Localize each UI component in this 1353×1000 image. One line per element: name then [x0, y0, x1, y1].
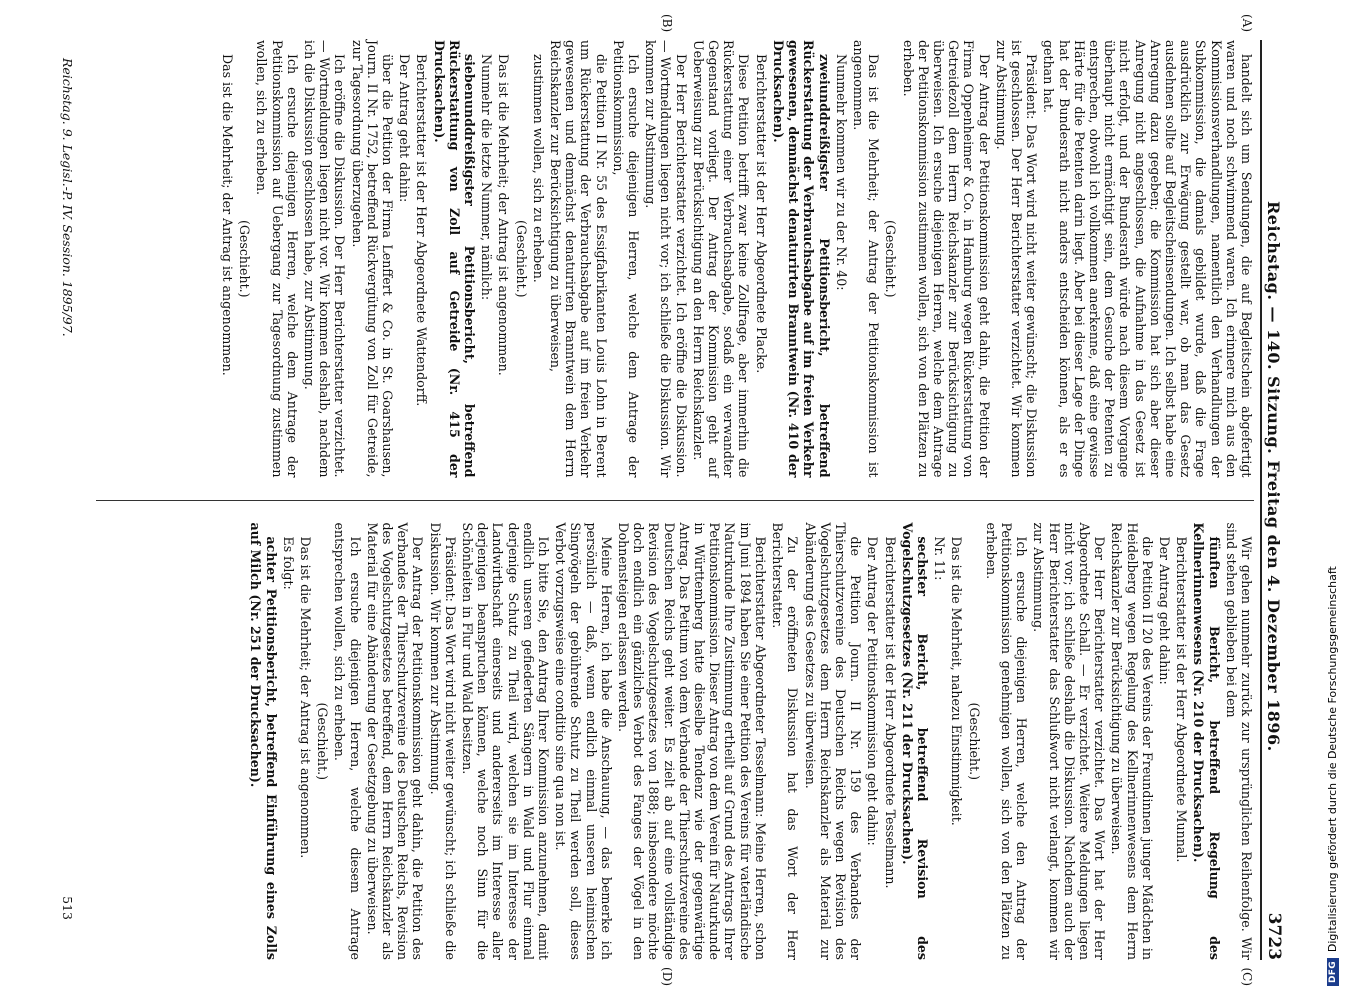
- paragraph: Präsident: Das Wort wird nicht weiter gewünscht; die Diskussion ist geschlossen. Der Herr Berichterstatter verzichtet. Wir kommen zur Abstimmung.: [993, 40, 1040, 478]
- paragraph: Ich ersuche diejenigen Herren, welche dem Antrage der Petitionskommission auf Uebergang zur Tagesordnung zustimmen wollen, sich zu erheben.: [254, 40, 300, 478]
- paragraph: über die Petition der Firma Lenffert & Co. in St. Goarshausen, Journ. II Nr. 1752, betreffend Rückvergütung von Zoll für Getreide, zur Tagesordnung überzugehen.: [349, 40, 396, 478]
- paragraph: (Geschieht.): [315, 702, 331, 781]
- paragraph: Ich ersuche diejenigen Herren, welche diesem Antrage entsprechen wollen, sich zu erheben.: [332, 522, 363, 960]
- running-title: Reichstag. — 140. Sitzung. Freitag den 4. Dezember 1896.: [1264, 200, 1284, 752]
- paragraph: (Geschieht.): [513, 219, 529, 298]
- running-head: [1260, 40, 1286, 960]
- paragraph: (Geschieht.): [966, 702, 982, 781]
- paragraph: Berichterstatter ist der Herr Abgeordnete Tesselmann.: [882, 536, 898, 889]
- paragraph: zweiunddreißigster Petitionsbericht, betreffend Rückerstattung der Verbrauchsabgabe auf im freien Verkehr gewesenen, demnächst denaturirten Branntwein (Nr. 410 der Drucksachen).: [770, 40, 832, 478]
- credit-text: Digitalisierung gefördert durch die Deutsche Forschungsgemeinschaft: [1326, 566, 1339, 953]
- paragraph: Berichterstatter ist der Herr Abgeordnete Placke.: [753, 54, 769, 374]
- paragraph: Das ist die Mehrheit; der Antrag der Petitionskommission ist angenommen.: [850, 40, 882, 478]
- paragraph: Meine Herren, ich habe die Anschauung, — das bemerke ich persönlich — daß, wenn endlich einmal unseren heimischen Singvögeln der gebührende Schutz zu Theil werden soll, dieses Verbot vorzugsweise eine conditio sine qua non ist.: [553, 522, 614, 960]
- paragraph: Das ist die Mehrheit; der Antrag ist angenommen.: [298, 536, 314, 859]
- paragraph: fünften Bericht, betreffend Regelung des Kellnerinnenwesens (Nr. 210 der Drucksachen).: [1191, 522, 1222, 960]
- footer-sheet-number: 513: [60, 896, 75, 920]
- page-number-right: 3723: [1264, 912, 1284, 960]
- margin-marker-b: (B): [660, 14, 674, 33]
- paragraph: Der Herr Berichterstatter verzichtet. Das Wort hat der Herr Abgeordnete Schall. — Er verzichtet. Weitere Meldungen liegen nicht vor; ich schließe deshalb die Diskussion. Nachdem auch der Herr Berichterstatter das Schlußwort nicht verlangt, kommen wir zur Abstimmung.: [1031, 522, 1108, 960]
- paragraph: Nunmehr die letzte Nummer, nämlich:: [479, 54, 495, 301]
- paragraph: Der Antrag der Petitionskommission geht dahin:: [865, 536, 881, 846]
- paragraph: Ich ersuche diejenigen Herren, welche den Antrag der Petitionskommission genehmigen wollen, sich von den Plätzen zu erheben.: [983, 522, 1030, 960]
- paragraph: siebenunddreißigster Petitionsbericht, betreffend Rückerstattung von Zoll auf Getreide (Nr. 415 der Drucksachen).: [431, 40, 478, 478]
- paragraph: Ich bitte Sie, den Antrag Ihrer Kommission anzunehmen, damit endlich unseren gefiederten Sängern in Wald und Flur einmal derjenige Schutz zu Theil wird, welchen sie im Interesse der Landwirthschaft einerseits und andererseits im Interesse aller derjenigen beanspruchen können, welche noch Sinn für die Schönheiten in Flur und Wald besitzen.: [460, 522, 552, 960]
- paragraph: Präsident: Das Wort wird nicht weiter gewünscht; ich schließe die Diskussion. Wir kommen zur Abstimmung.: [427, 522, 458, 961]
- paragraph: Der Antrag der Petitionskommission geht dahin, die Petition des Verbandes der Thierschutzvereine des Deutschen Reichs, Revision des Vogelschutzgesetzes betreffend, dem Herrn Reichskanzler als Material für eine Abänderung der Gesetzgebung zu überweisen.: [364, 522, 426, 960]
- footer-session: Reichstag. 9. Legisl.-P. IV. Session. 1895/97.: [60, 58, 75, 337]
- paragraph: die Petition II Nr. 55 des Essigfabrikanten Louis Lohn in Berent um Rückerstattung der Verbrauchsabgabe auf im freien Verkehr gewesenen und demnächst denaturirten Branntwein dem Herrn Reichskanzler zur Berücksichtigung zu überweisen,: [548, 40, 609, 478]
- paragraph: Ich ersuche diejenigen Herren, welche dem Antrage der Petitionskommission,: [610, 40, 642, 478]
- right-column: [96, 522, 1254, 986]
- paragraph: Wir gehen nunmehr zurück zur ursprünglichen Reihenfolge. Wir sind stehen geblieben bei dem: [1223, 522, 1254, 960]
- paragraph: Das ist die Mehrheit, nahezu Einstimmigkeit.: [949, 536, 965, 826]
- margin-marker-a: (A): [1240, 14, 1254, 33]
- paragraph: Das ist die Mehrheit; der Antrag ist angenommen.: [220, 54, 235, 376]
- paragraph: achter Petitionsbericht, betreffend Einführung eines Zolls auf Milch (Nr. 251 der Drucksachen).: [248, 522, 279, 960]
- text-columns: [96, 14, 1254, 986]
- paragraph: Der Antrag geht dahin:: [1156, 536, 1172, 685]
- paragraph: (Geschieht.): [883, 219, 899, 298]
- paragraph: Berichterstatter Abgeordneter Tesselmann: Meine Herren, schon im Juni 1894 haben Sie einer Petition des Vereins für vaterländische Naturkunde Ihre Zustimmung ertheilt auf Grund des Antrags Ihrer Petitionskommission. Dieser Antrag von dem Verein für Naturkunde in Württemberg hatte dieselbe Tendenz wie der gegenwärtige Antrag. Das Petitum von dem Verbande der Thierschutzvereine des Deutschen Reichs geht weiter. Es zielt ab auf eine vollständige Revision des Vogelschutzgesetzes von 1888; insbesondere möchte doch endlich ein gänzliches Verbot des Fanges der Vögel in den Dohnensteigen erlassen werden.: [616, 522, 768, 960]
- column-divider: [96, 500, 1254, 501]
- margin-marker-d: (D): [660, 967, 674, 986]
- paragraph: Zu der eröffneten Diskussion hat das Wort der Herr Berichterstatter.: [770, 522, 801, 960]
- paragraph: Berichterstatter ist der Herr Abgeordnete Wattendorff.: [414, 54, 430, 407]
- paragraph: Der Antrag der Petitionskommission geht dahin, die Petition der Firma Oppenheimer & Co. in Hamburg wegen Rückerstattung von Getreidezoll dem Herrn Reichskanzler zur Berücksichtigung zu überweisen. Ich ersuche diejenigen Herren, welche dem Antrage der Petitionskommission zustimmen wollen, sich von den Plätzen zu erheben.: [900, 40, 992, 478]
- paragraph: Nr. 11:: [932, 536, 948, 581]
- paragraph: (Geschieht.): [237, 219, 253, 298]
- paragraph: sechster Bericht, betreffend Revision des Vogelschutzgesetzes (Nr. 211 der Drucksachen).: [899, 522, 930, 960]
- paragraph: zustimmen wollen, sich zu erheben.: [530, 54, 546, 283]
- paragraph: die Petition II 20 des Vereins der Freundinnen junger Mädchen in Heidelberg wegen Regelung des Kellnerinnenwesens dem Herrn Reichskanzler zur Berücksichtigung zu überweisen.: [1109, 522, 1155, 960]
- paragraph: Der Antrag geht dahin:: [397, 54, 413, 203]
- paragraph: Berichterstatter ist der Herr Abgeordnete Munnal.: [1174, 536, 1190, 863]
- paragraph: Das ist die Mehrheit; der Antrag ist angenommen.: [496, 54, 512, 376]
- margin-marker-c: (C): [1240, 967, 1254, 986]
- paragraph: Diese Petition betrifft zwar keine Zollfrage, aber immerhin die Rückerstattung einer Verbrauchsabgabe, sodaß ein verwandter Gegenstand vorliegt. Der Antrag der Kommission geht auf Ueberweisung zur Berücksichtigung an den Herrn Reichskanzler.: [690, 40, 752, 478]
- paragraph: Es folgt:: [280, 536, 296, 590]
- paragraph: Ich eröffne die Diskussion. Der Herr Berichterstatter verzichtet. — Wortmeldungen liegen nicht vor. Wir kommen deshalb, nachdem ich die Diskussion geschlossen habe, zur Abstimmung.: [302, 40, 348, 478]
- paragraph: Nunmehr kommen wir zu der Nr. 40:: [833, 54, 849, 291]
- paragraph: handelt sich um Sendungen, die auf Begleitschein abgefertigt waren und noch schwimmend waren. Ich erinnere mich aus den Kommissionsverhandlungen, namentlich den Verhandlungen der Subkommission, die damals gebildet wurde, daß die Frage ausdrücklich zur Erwägung gestellt war, ob man das Gesetz ausdehnen sollte auf Begleitscheinsendungen. Ich selbst habe eine Anregung dazu gegeben; die Kommission hat sich aber dieser Anregung nicht angeschlossen, die Aufnahme in das Gesetz ist nicht erfolgt, und der Bundesrath würde nach diesem Vorgange überhaupt nicht ermächtigt sein, dem Gesuche der Petenten zu entsprechen, obwohl ich vollkommen anerkenne, daß eine gewisse Härte für die Petenten darin liegt. Aber bei dieser Lage der Dinge hat der Bundesrath nicht anders entscheiden können, als er es gethan hat.: [1041, 40, 1254, 478]
- paragraph: Der Herr Berichterstatter verzichtet. Ich eröffne die Diskussion. — Wortmeldungen liegen nicht vor; ich schließe die Diskussion. Wir kommen zur Abstimmung.: [643, 40, 689, 478]
- paragraph: die Petition Journ. II Nr. 159 des Verbandes der Thierschutzvereine des Deutschen Reichs wegen Revision des Vogelschutzgesetzes dem Herrn Reichskanzler als Material zur Abänderung des Gesetzes zu überweisen.: [802, 522, 864, 960]
- side-credit: [1318, 0, 1348, 1000]
- left-column: [96, 14, 1254, 478]
- dfg-logo-icon: DFG: [1327, 958, 1339, 986]
